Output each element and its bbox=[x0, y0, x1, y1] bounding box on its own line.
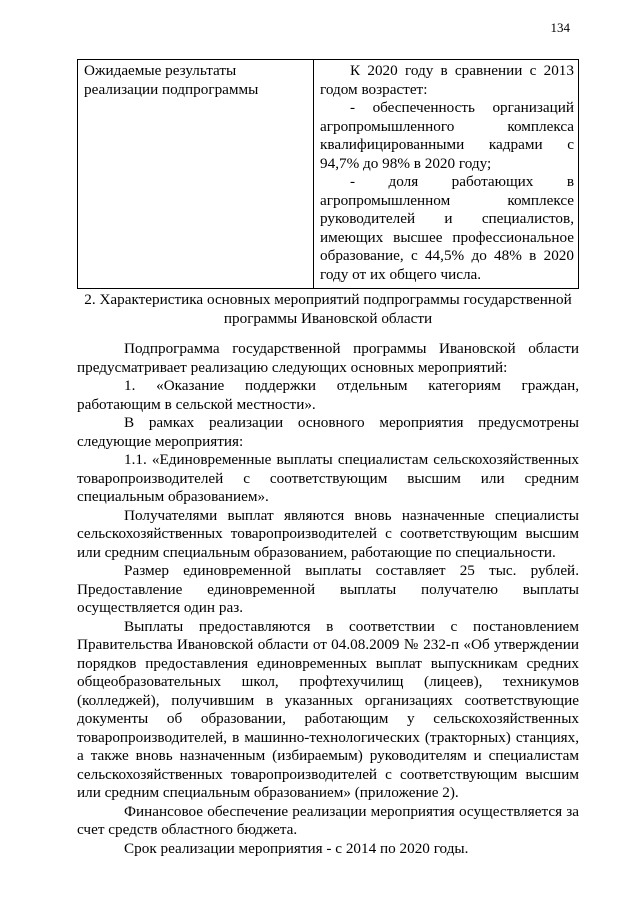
page-number: 134 bbox=[550, 20, 570, 35]
paragraph: Подпрограмма государственной программы Ивановской области предусматривает реализацию следующих основных мероприятий: bbox=[77, 340, 579, 376]
results-item: - доля работающих в агропромышленном комплексе руководителей и специалистов, имеющих высшее профессиональное образование, с 44,5% до 48% в 2020 году от их общего числа. bbox=[320, 173, 574, 283]
paragraph: Получателями выплат являются вновь назначенные специалисты сельскохозяйственных товаропроизводителей с соответствующим высшим или средним специальным образованием, работающие по специальности. bbox=[77, 506, 579, 561]
results-label-cell bbox=[78, 60, 314, 289]
paragraph: Выплаты предоставляются в соответствии с постановлением Правительства Ивановской области от 04.08.2009 № 232-п «Об утверждении порядков предоставления единовременных выплат выпускникам средних общеобразовательных школ, профтехучилищ (лицеев), техникумов (колледжей), получившим в указанных организациях соответствующие документы об образовании, работающим у сельскохозяйственных товаропроизводителей, в машинно-технологических (тракторных) станциях, а также вновь назначенным (избираемым) руководителям и специалистам сельскохозяйственных товаропроизводителей с соответствующим высшим или средним специальным образованием» (приложение 2). bbox=[77, 617, 579, 801]
results-item: - обеспеченность организаций агропромышленного комплекса квалифицированными кадрами с 94,7% до 98% в 2020 году; bbox=[320, 99, 574, 172]
table-row bbox=[78, 60, 579, 289]
paragraph: 1.1. «Единовременные выплаты специалистам сельскохозяйственных товаропроизводителей с соответствующим высшим или средним специальным образованием». bbox=[77, 451, 579, 505]
results-value-cell bbox=[314, 60, 579, 289]
paragraph: В рамках реализации основного мероприятия предусмотрены следующие мероприятия: bbox=[77, 414, 579, 450]
paragraph: 1. «Оказание поддержки отдельным категориям граждан, работающим в сельской местности». bbox=[77, 377, 579, 413]
expected-results-table bbox=[77, 59, 579, 289]
results-label: Ожидаемые результаты реализации подпрограммы bbox=[84, 62, 259, 98]
results-intro: К 2020 году в сравнении с 2013 годом возрастет: bbox=[320, 62, 574, 98]
paragraph: Финансовое обеспечение реализации мероприятия осуществляется за счет средств областного бюджета. bbox=[77, 802, 579, 838]
section-heading: 2. Характеристика основных мероприятий подпрограммы государственной программы Ивановской области bbox=[84, 291, 572, 327]
paragraph: Размер единовременной выплаты составляет 25 тыс. рублей. Предоставление единовременной выплаты получателю выплаты осуществляется один раз. bbox=[77, 562, 579, 616]
section-body bbox=[77, 340, 579, 858]
paragraph: Срок реализации мероприятия - с 2014 по 2020 годы. bbox=[124, 839, 469, 857]
